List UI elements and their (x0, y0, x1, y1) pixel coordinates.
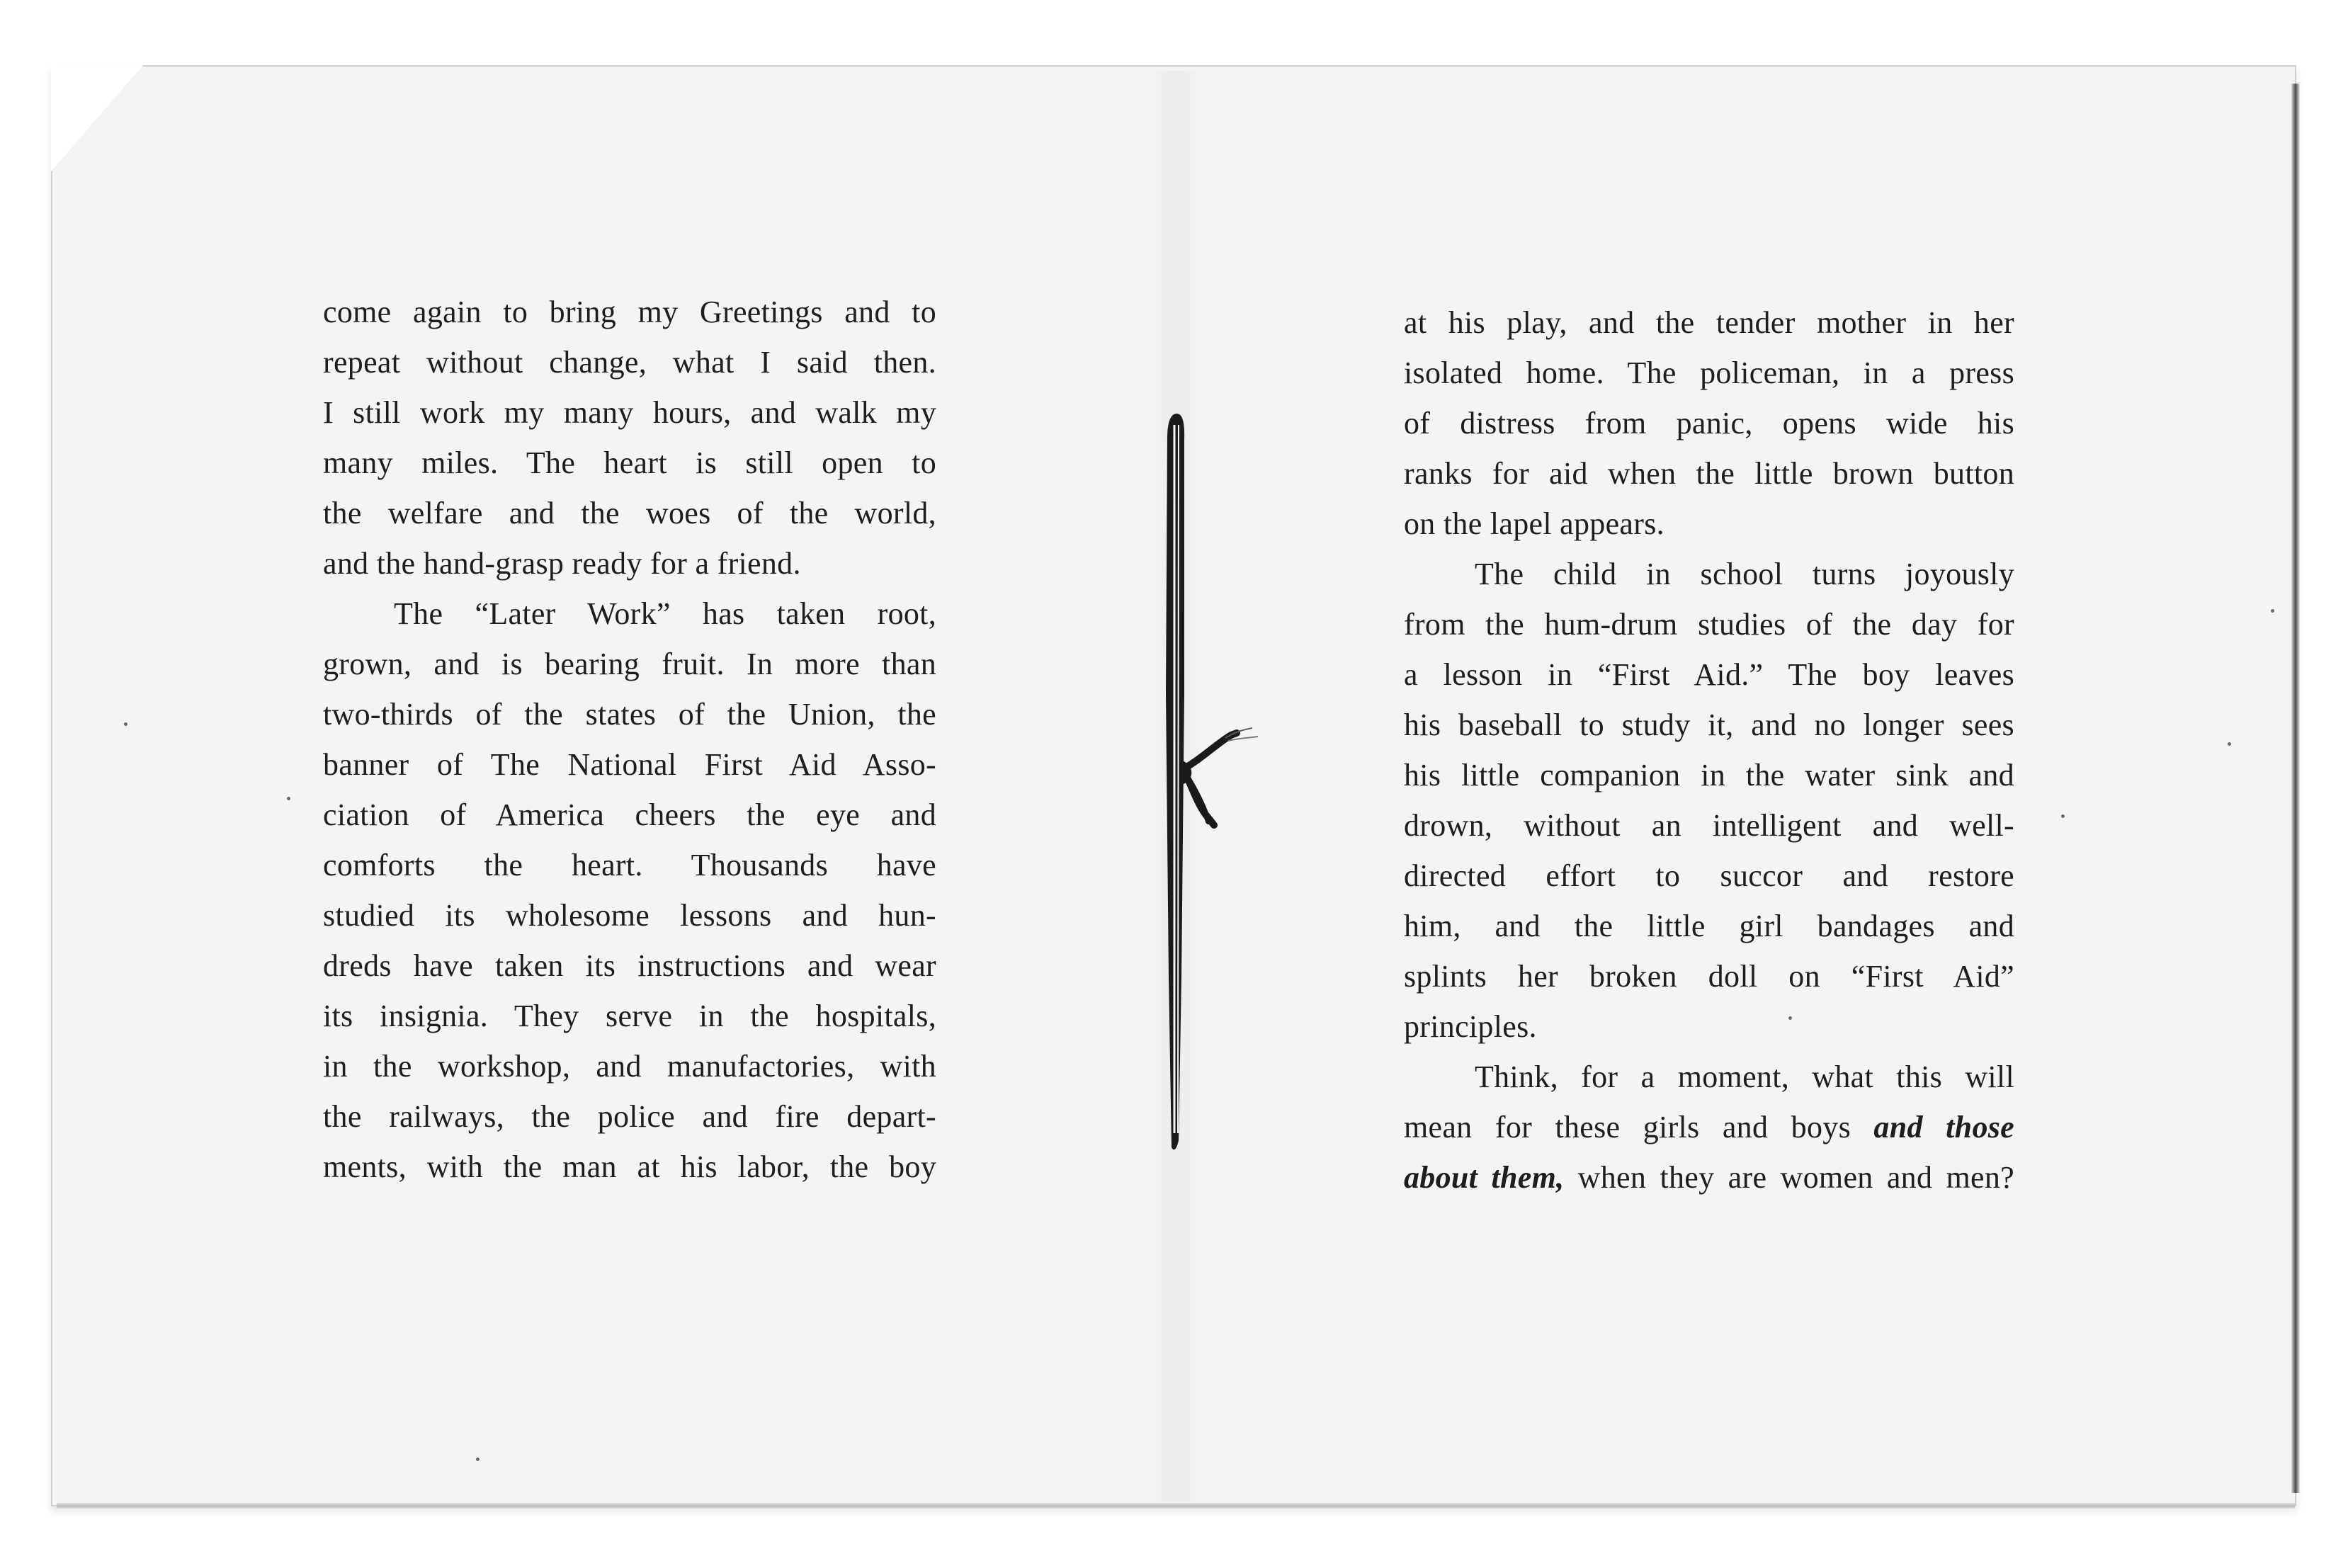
page-edge-right (2291, 84, 2300, 1493)
dust-speck (287, 797, 290, 800)
text-line: and the hand-grasp ready for a friend. (323, 546, 801, 581)
text-line: many miles. The heart is still open to (323, 445, 936, 480)
text-line: directed effort to succor and restore (1404, 858, 2014, 893)
folded-page-corner (51, 65, 143, 171)
dust-speck (1788, 1016, 1792, 1020)
text-line: two-thirds of the states of the Union, the (323, 697, 936, 732)
text-line: ranks for aid when the little brown button (1404, 456, 2014, 491)
text-line: its insignia. They serve in the hospitals, (323, 999, 936, 1033)
right-page-text (1404, 297, 2014, 1203)
text-line: the railways, the police and fire depart- (323, 1099, 936, 1134)
text-line: The “Later Work” has taken root, (394, 596, 936, 631)
text-line: come again to bring my Greetings and to (323, 295, 936, 329)
text-line: isolated home. The policeman, in a press (1404, 356, 2014, 390)
text-line: a lesson in “First Aid.” The boy leaves (1404, 657, 2014, 692)
left-paragraph-1 (323, 287, 936, 589)
text-segment: when they are women and men? (1564, 1160, 2015, 1195)
text-line: I still work my many hours, and walk my (323, 395, 936, 430)
text-line: drown, without an intelligent and well- (1404, 808, 2014, 843)
text-line: The child in school turns joyously (1475, 557, 2014, 591)
text-line: of distress from panic, opens wide his (1404, 406, 2014, 441)
page-edge-bottom (57, 1503, 2295, 1510)
right-paragraph-1 (1404, 297, 2014, 549)
emphasized-text: about them, (1404, 1160, 1565, 1195)
text-line: on the lapel appears. (1404, 506, 1664, 541)
right-paragraph-2 (1404, 549, 2014, 1052)
text-line (1404, 1102, 2014, 1152)
text-line: principles. (1404, 1009, 1537, 1044)
text-line: him, and the little girl bandages and (1404, 909, 2014, 943)
text-line: his little companion in the water sink and (1404, 758, 2014, 792)
right-paragraph-3 (1404, 1052, 2014, 1203)
dust-speck (2061, 814, 2065, 818)
text-line: comforts the heart. Thousands have (323, 848, 936, 882)
dust-speck (2228, 742, 2231, 746)
text-line: banner of The National First Aid Asso- (323, 747, 936, 782)
text-line: dreds have taken its instructions and wear (323, 948, 936, 983)
text-line: Think, for a moment, what this will (1475, 1059, 2014, 1094)
text-segment: mean for these girls and boys (1404, 1110, 1874, 1144)
binding-ribbon-icon (1146, 411, 1259, 1154)
text-line: ments, with the man at his labor, the boy (323, 1149, 936, 1184)
text-line: splints her broken doll on “First Aid” (1404, 959, 2014, 994)
text-line (1404, 1152, 2014, 1203)
text-line: in the workshop, and manufactories, with (323, 1049, 936, 1084)
dust-speck (124, 722, 127, 726)
text-line: repeat without change, what I said then. (323, 345, 936, 380)
emphasized-text: and those (1873, 1110, 2014, 1144)
dust-speck (476, 1458, 480, 1461)
text-line: grown, and is bearing fruit. In more than (323, 647, 936, 681)
left-page-text (323, 287, 936, 1192)
left-paragraph-2 (323, 589, 936, 1192)
dust-speck (2271, 609, 2274, 613)
text-line: his baseball to study it, and no longer sees (1404, 708, 2014, 742)
text-line: the welfare and the woes of the world, (323, 496, 936, 530)
text-line: ciation of America cheers the eye and (323, 797, 936, 832)
text-line: at his play, and the tender mother in her (1404, 305, 2014, 340)
text-line: studied its wholesome lessons and hun- (323, 898, 936, 933)
text-line: from the hum-drum studies of the day for (1404, 607, 2014, 642)
